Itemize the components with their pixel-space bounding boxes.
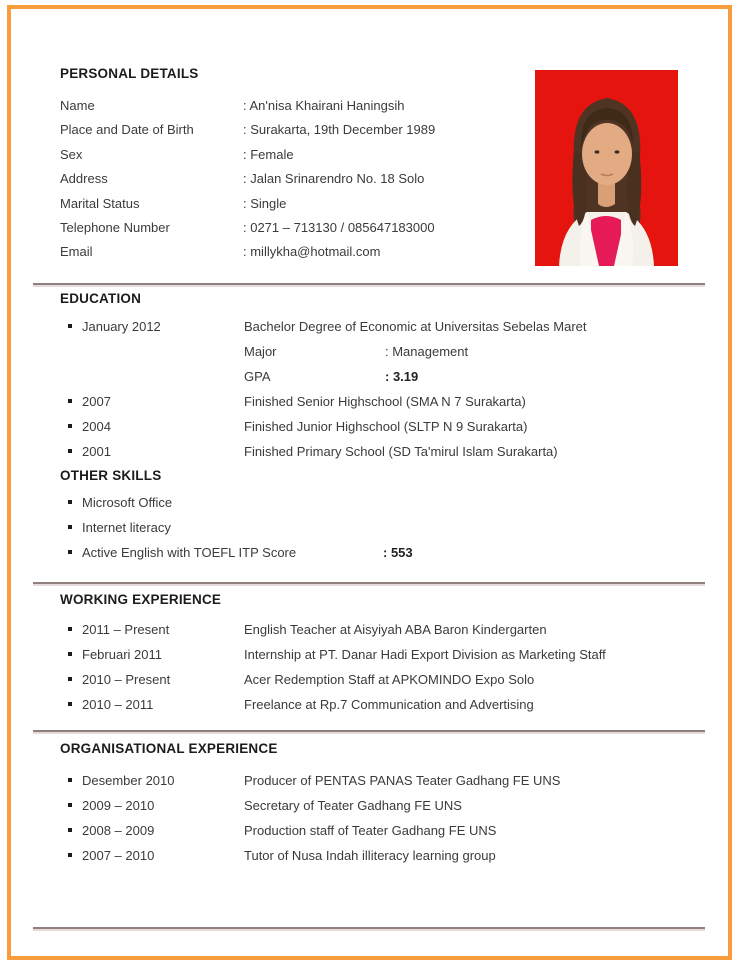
work-date: 2010 – Present [82, 671, 171, 687]
skill-item [60, 490, 709, 515]
personal-detail-row [60, 118, 709, 142]
organisation-item [60, 843, 709, 868]
field-value: : Surakarta, 19th December 1989 [243, 122, 436, 138]
other-skills-heading: OTHER SKILLS [60, 467, 162, 483]
work-desc: English Teacher at Aisyiyah ABA Baron Kindergarten [244, 621, 547, 637]
organisation-desc: Tutor of Nusa Indah illiteracy learning group [244, 847, 496, 863]
section-divider [33, 582, 705, 584]
education-item [60, 414, 709, 439]
work-date: 2011 – Present [82, 621, 170, 637]
bullet-icon [68, 652, 72, 656]
personal-detail-row [60, 167, 709, 191]
field-label: Address [60, 171, 108, 187]
skill-item [60, 540, 709, 565]
section-education [0, 291, 739, 464]
skill-label: Internet literacy [82, 519, 171, 535]
organisational-experience-heading: ORGANISATIONAL EXPERIENCE [60, 740, 278, 756]
education-desc: Finished Senior Highschool (SMA N 7 Surakarta) [244, 393, 526, 409]
bullet-icon [68, 803, 72, 807]
personal-detail-row [60, 143, 709, 167]
work-item [60, 642, 709, 667]
bullet-icon [68, 324, 72, 328]
skill-label: Microsoft Office [82, 494, 173, 510]
field-label: Email [60, 244, 93, 260]
field-value: : Female [243, 146, 294, 162]
field-label: Place and Date of Birth [60, 122, 194, 138]
field-value: : Jalan Srinarendro No. 18 Solo [243, 171, 425, 187]
education-date: 2004 [82, 418, 111, 434]
bullet-icon [68, 424, 72, 428]
organisation-desc: Producer of PENTAS PANAS Teater Gadhang FE UNS [244, 772, 561, 788]
degree-detail-row [60, 364, 709, 389]
section-working-experience [0, 592, 739, 717]
organisation-date: Desember 2010 [82, 772, 175, 788]
organisation-desc: Production staff of Teater Gadhang FE UNS [244, 822, 497, 838]
skill-item [60, 515, 709, 540]
organisation-item [60, 818, 709, 843]
degree-detail-label: Major [244, 343, 277, 359]
section-divider [33, 730, 705, 732]
bullet-icon [68, 627, 72, 631]
work-date: 2010 – 2011 [82, 696, 154, 712]
education-date: January 2012 [82, 318, 161, 334]
working-experience-heading: WORKING EXPERIENCE [60, 591, 222, 607]
education-desc: Finished Junior Highschool (SLTP N 9 Surakarta) [244, 418, 528, 434]
education-heading: EDUCATION [60, 290, 142, 306]
field-label: Sex [60, 146, 83, 162]
education-date: 2007 [82, 393, 111, 409]
bullet-icon [68, 702, 72, 706]
work-desc: Freelance at Rp.7 Communication and Advertising [244, 696, 534, 712]
field-label: Telephone Number [60, 220, 170, 236]
field-value: : Single [243, 195, 287, 211]
degree-detail-label: GPA [244, 368, 271, 384]
work-desc: Acer Redemption Staff at APKOMINDO Expo Solo [244, 671, 535, 687]
field-value: : millykha@hotmail.com [243, 244, 381, 260]
personal-details-heading: PERSONAL DETAILS [60, 66, 199, 81]
field-value: : An'nisa Khairani Haningsih [243, 98, 405, 113]
organisation-date: 2007 – 2010 [82, 847, 155, 863]
bullet-icon [68, 677, 72, 681]
education-item [60, 389, 709, 414]
personal-detail-row [60, 216, 709, 240]
personal-detail-row [60, 94, 709, 118]
education-date: 2001 [82, 443, 111, 459]
personal-detail-row [60, 240, 709, 264]
section-other-skills [0, 468, 739, 565]
bullet-icon [68, 449, 72, 453]
skill-label: Active English with TOEFL ITP Score [82, 544, 297, 560]
bullet-icon [68, 550, 72, 554]
section-divider [33, 927, 705, 929]
skill-value: : 553 [383, 544, 413, 560]
section-personal-details [0, 66, 739, 265]
bullet-icon [68, 778, 72, 782]
bullet-icon [68, 828, 72, 832]
work-item [60, 692, 709, 717]
education-desc: Bachelor Degree of Economic at Universitas Sebelas Maret [244, 318, 587, 334]
education-item [60, 439, 709, 464]
field-label: Name [60, 98, 95, 113]
bullet-icon [68, 853, 72, 857]
personal-detail-row [60, 192, 709, 216]
bullet-icon [68, 525, 72, 529]
work-desc: Internship at PT. Danar Hadi Export Division as Marketing Staff [244, 646, 606, 662]
bullet-icon [68, 399, 72, 403]
organisation-date: 2009 – 2010 [82, 797, 155, 813]
organisation-desc: Secretary of Teater Gadhang FE UNS [244, 797, 462, 813]
degree-detail-value: : 3.19 [385, 368, 419, 384]
organisation-item [60, 768, 709, 793]
education-desc: Finished Primary School (SD Ta'mirul Islam Surakarta) [244, 443, 558, 459]
education-item [60, 314, 709, 339]
work-item [60, 617, 709, 642]
field-label: Marital Status [60, 195, 140, 211]
section-organisational-experience [0, 741, 739, 868]
work-date: Februari 2011 [82, 646, 162, 662]
degree-detail-row [60, 339, 709, 364]
section-divider [33, 283, 705, 285]
bullet-icon [68, 500, 72, 504]
organisation-date: 2008 – 2009 [82, 822, 155, 838]
organisation-item [60, 793, 709, 818]
degree-detail-value: : Management [385, 343, 469, 359]
work-item [60, 667, 709, 692]
field-value: : 0271 – 713130 / 085647183000 [243, 220, 435, 236]
